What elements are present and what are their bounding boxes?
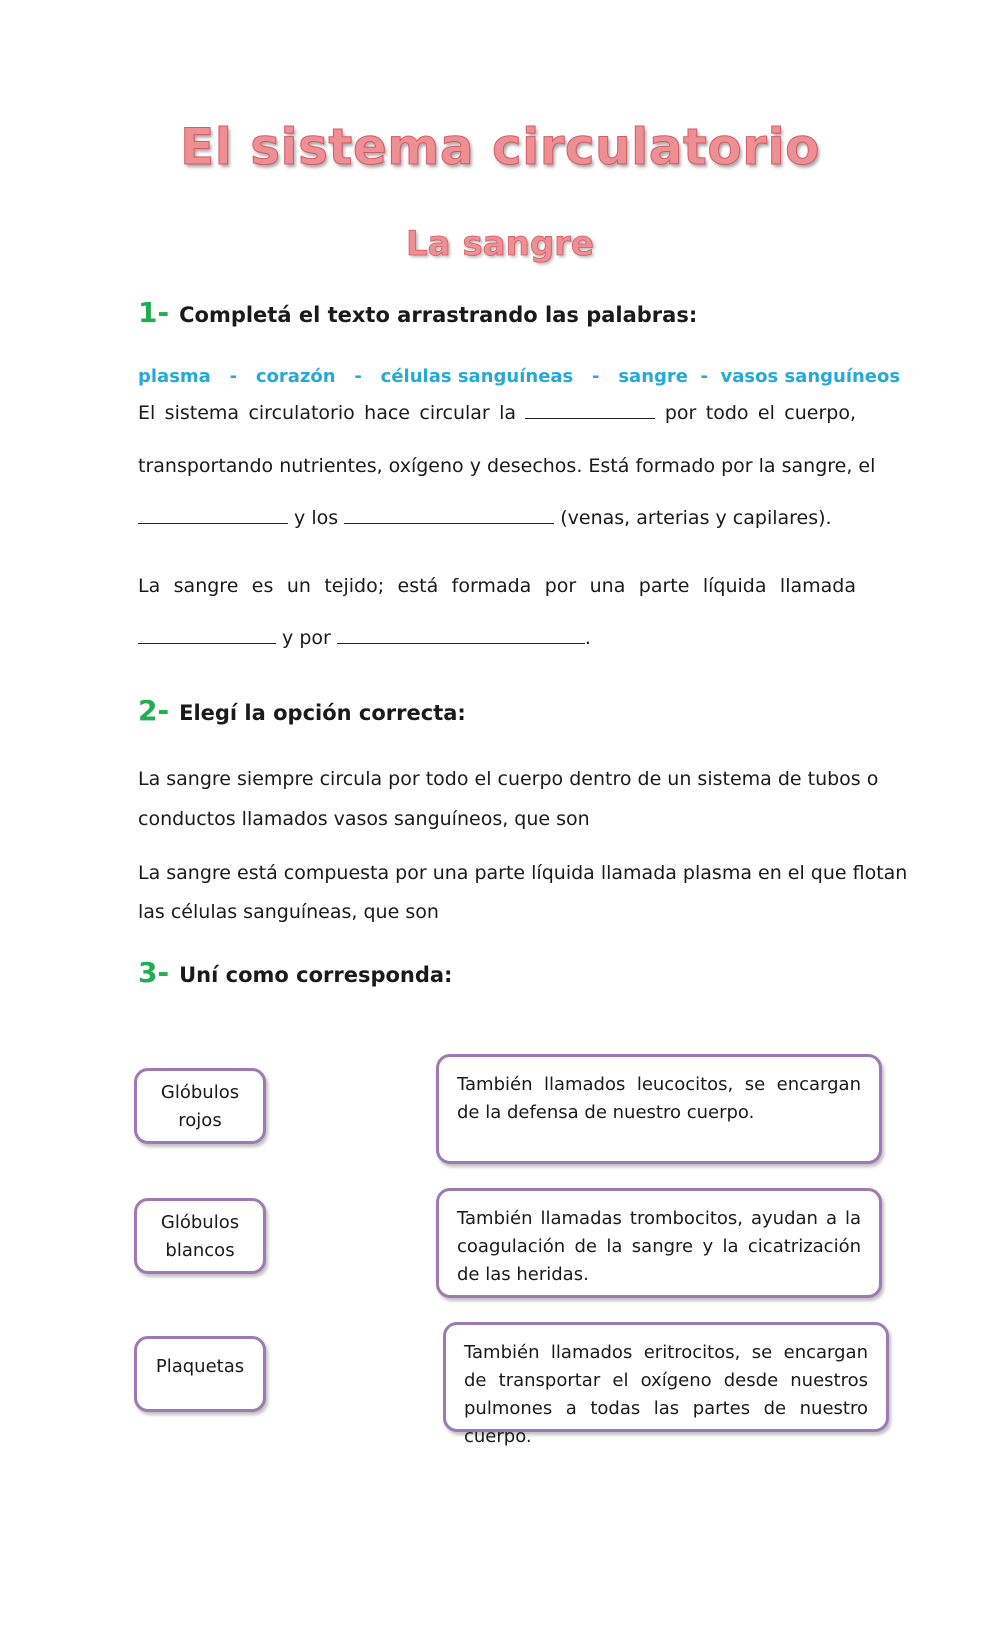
drop-blank-4[interactable] xyxy=(138,627,276,644)
match-left-label: Glóbulos xyxy=(160,1212,240,1233)
paragraph-1-line-3 xyxy=(138,505,856,531)
match-right-leucocitos[interactable]: También llamados leucocitos, se encargan de la defensa de nuestro cuerpo. xyxy=(436,1054,882,1164)
page-title: El sistema circulatorio xyxy=(180,118,820,176)
paragraph-1-line-1 xyxy=(138,400,856,426)
section-2-heading xyxy=(138,694,466,727)
match-right-eritrocitos[interactable]: También llamados eritrocitos, se encargan de transportar el oxígeno desde nuestros pulmones a todas las partes de nuestro cuerpo. xyxy=(443,1322,889,1432)
question-1-line-1: La sangre siempre circula por todo el cuerpo dentro de un sistema de tubos o xyxy=(138,768,879,790)
text-segment: y los xyxy=(294,507,339,529)
drop-blank-2[interactable] xyxy=(138,507,288,524)
drop-blank-5[interactable] xyxy=(337,627,585,644)
section-2-title: Elegí la opción correcta: xyxy=(179,701,466,725)
section-3-title: Uní como corresponda: xyxy=(179,963,453,987)
text-segment: y por xyxy=(282,627,331,649)
text-segment: . xyxy=(584,627,591,649)
match-left-label: blancos xyxy=(165,1240,235,1261)
match-left-label: rojos xyxy=(178,1110,222,1131)
question-1-line-2: conductos llamados vasos sanguíneos, que son xyxy=(138,808,590,830)
match-right-trombocitos[interactable]: También llamadas trombocitos, ayudan a la coagulación de la sangre y la cicatrización de las heridas. xyxy=(436,1188,882,1298)
page-subtitle: La sangre xyxy=(406,224,594,264)
word-bank[interactable]: plasma - corazón - células sanguíneas - sangre - vasos sanguíneos xyxy=(138,366,901,387)
text-segment: por todo el cuerpo, xyxy=(664,402,856,424)
text-segment: El sistema circulatorio hace circular la xyxy=(138,402,517,424)
question-2-line-2: las células sanguíneas, que son xyxy=(138,901,439,923)
text-segment: (venas, arterias y capilares). xyxy=(560,507,832,529)
question-2-line-1: La sangre está compuesta por una parte líquida llamada plasma en el que flotan xyxy=(138,862,908,884)
paragraph-2-line-1: La sangre es un tejido; está formada por una parte líquida llamada xyxy=(138,575,856,597)
drop-blank-1[interactable] xyxy=(525,402,655,419)
drop-blank-3[interactable] xyxy=(344,507,554,524)
match-left-globulos-rojos[interactable] xyxy=(134,1068,266,1144)
match-left-plaquetas[interactable] xyxy=(134,1336,266,1412)
section-1-heading xyxy=(138,296,697,329)
match-left-label: Plaquetas xyxy=(155,1356,245,1377)
section-3-number: 3- xyxy=(138,956,170,989)
section-2-number: 2- xyxy=(138,694,170,727)
section-1-number: 1- xyxy=(138,296,170,329)
section-1-title: Completá el texto arrastrando las palabras: xyxy=(179,303,698,327)
paragraph-2-line-2 xyxy=(138,625,856,651)
match-left-label: Glóbulos xyxy=(160,1082,240,1103)
section-3-heading xyxy=(138,956,452,989)
paragraph-1-line-2: transportando nutrientes, oxígeno y desechos. Está formado por la sangre, el xyxy=(138,455,876,477)
match-left-globulos-blancos[interactable] xyxy=(134,1198,266,1274)
